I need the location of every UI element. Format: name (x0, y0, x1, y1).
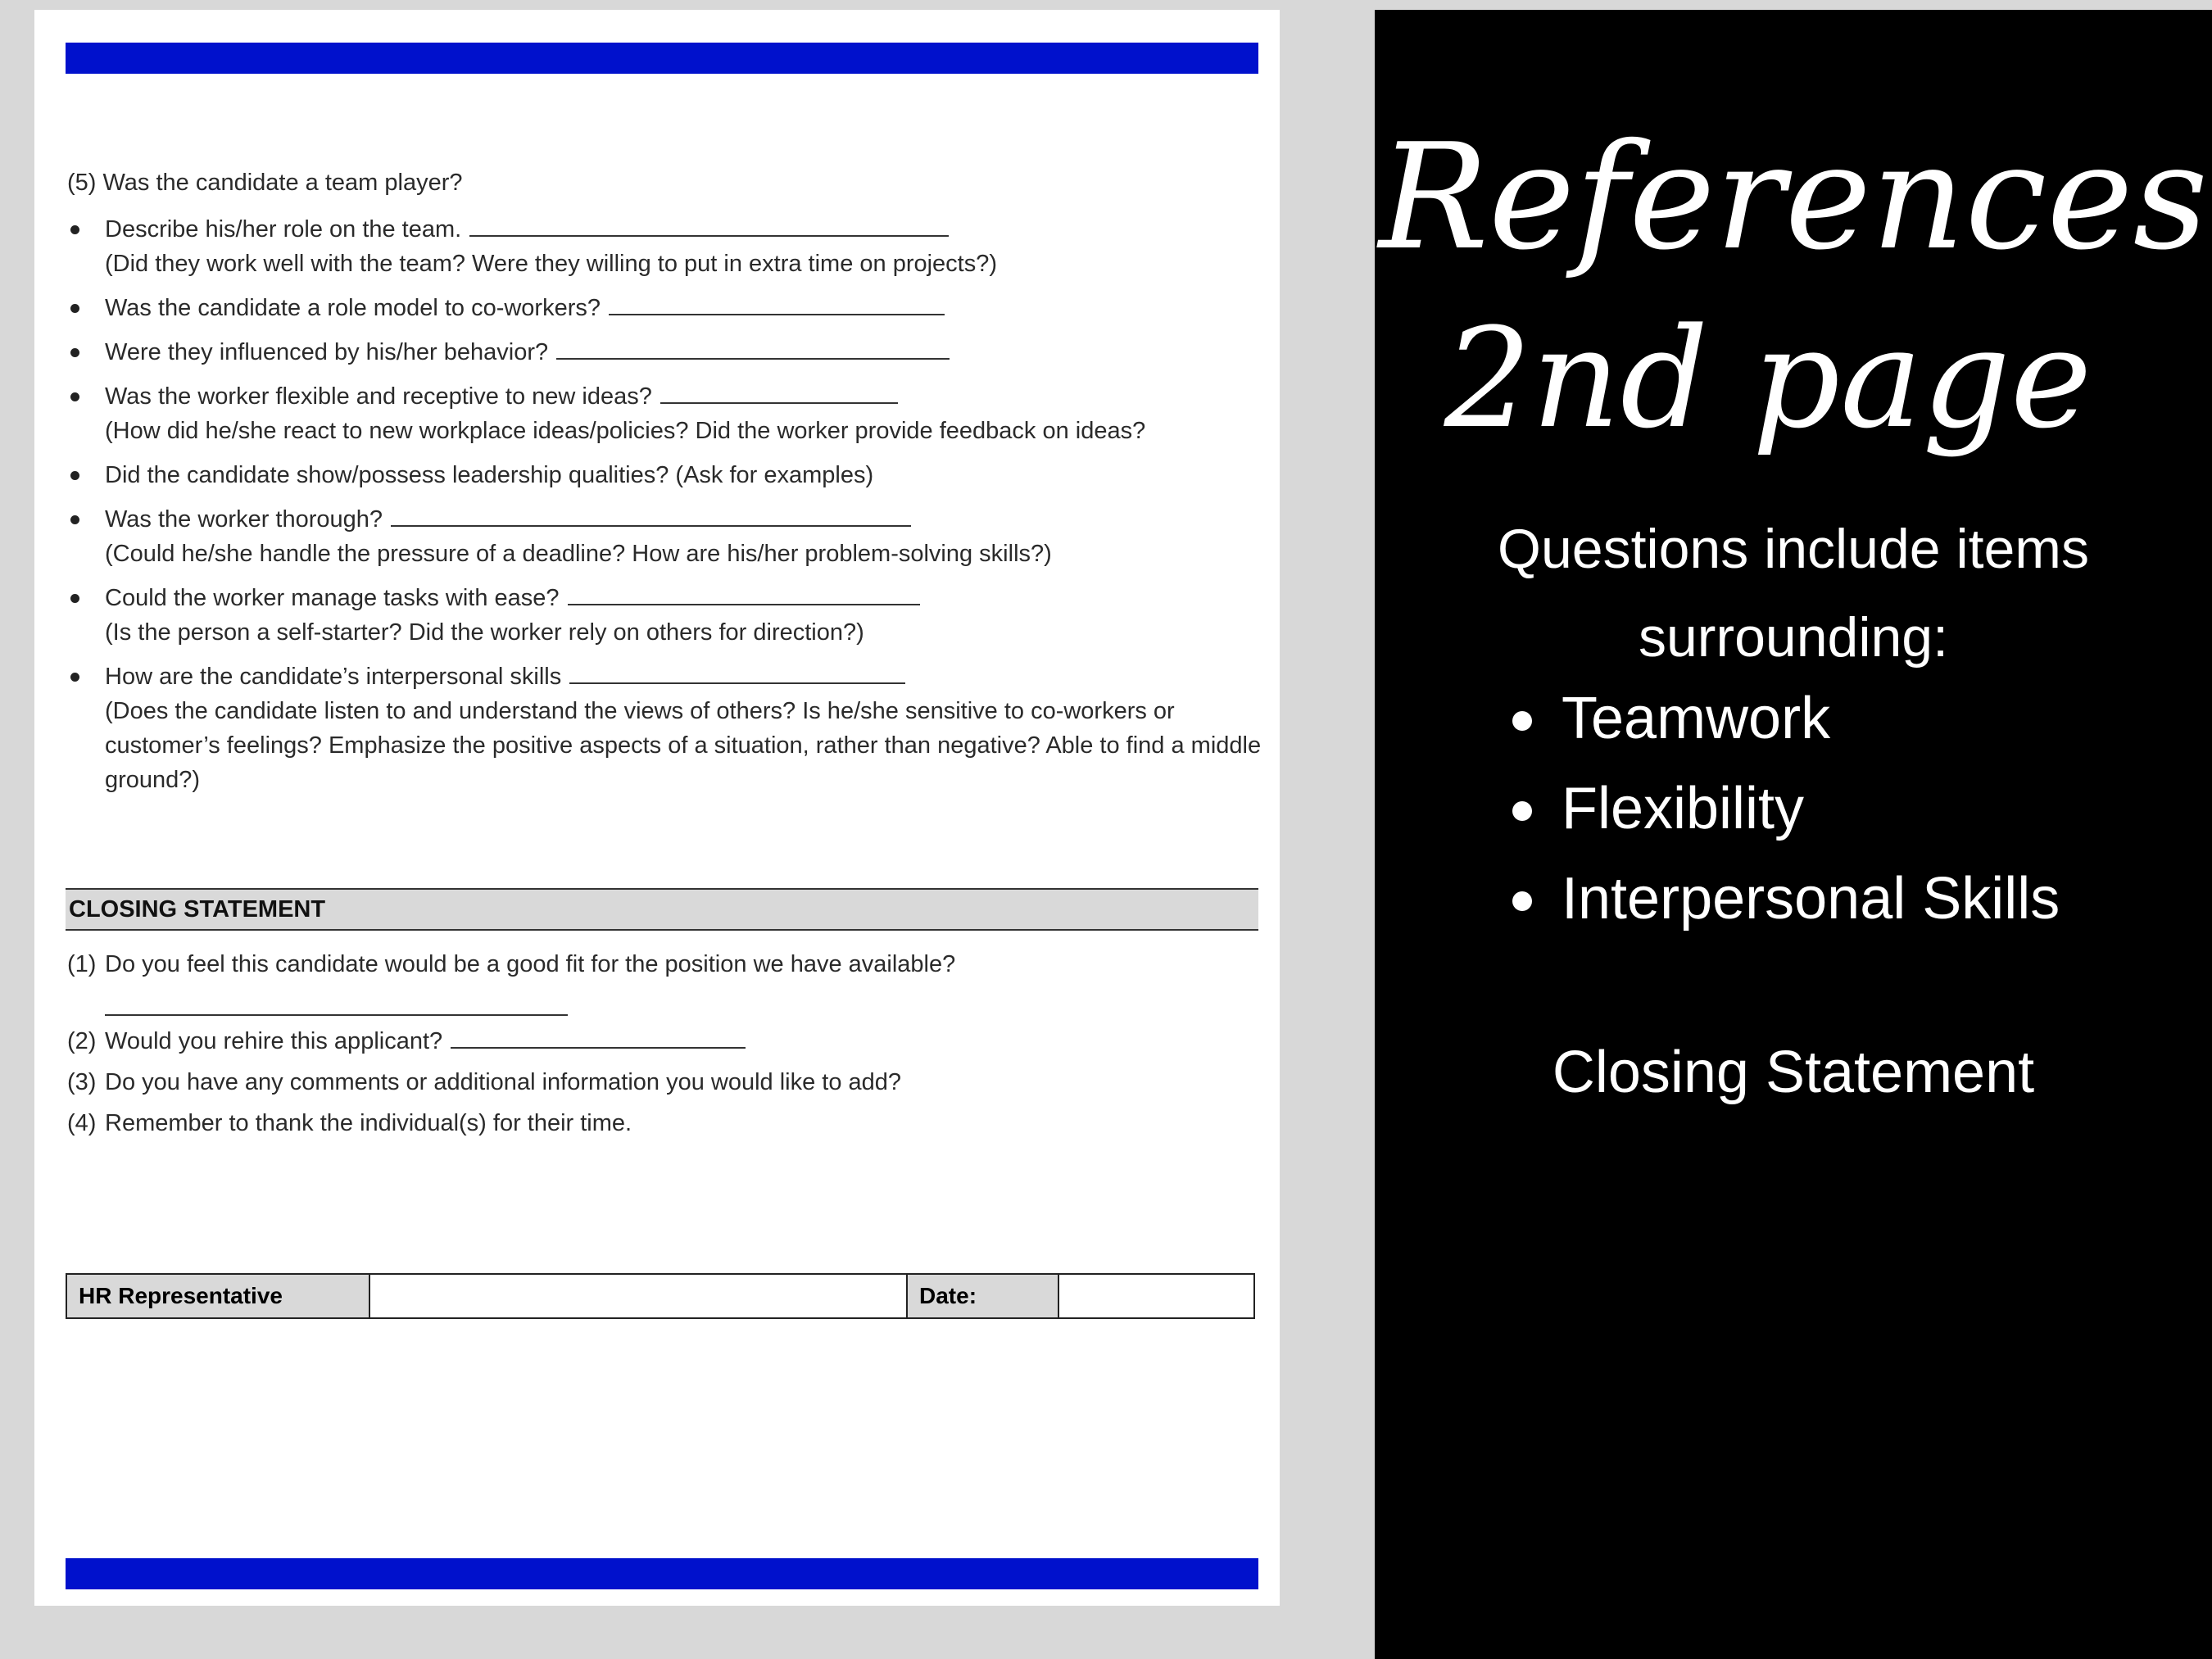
info-line-1: Questions include items (1498, 518, 2089, 580)
question-item (67, 335, 1263, 369)
closing-item-number: (1) (67, 951, 97, 977)
info-text (1375, 505, 2212, 682)
top-accent-band (66, 43, 1258, 74)
answer-line[interactable] (556, 337, 950, 360)
answer-line[interactable] (451, 1026, 746, 1049)
question-text: Was the worker flexible and receptive to new ideas? (105, 383, 652, 410)
answer-line[interactable] (391, 504, 911, 527)
feature-item: Flexibility (1512, 764, 2060, 854)
title-line-1: References (1378, 112, 2209, 282)
document-page (34, 10, 1280, 1606)
closing-item-number: (2) (67, 1028, 97, 1054)
closing-item-number: (3) (67, 1069, 97, 1095)
closing-item (67, 947, 1263, 981)
question-text: Was the candidate a role model to co-workers? (105, 295, 601, 321)
bottom-accent-band (66, 1558, 1258, 1589)
closing-item (67, 1065, 1263, 1099)
question-text: Describe his/her role on the team. (105, 216, 462, 243)
info-panel (1375, 10, 2212, 1659)
question-item (67, 660, 1263, 797)
closing-item-text: Do you have any comments or additional information you would like to add? (105, 1069, 902, 1095)
question-text: Could the worker manage tasks with ease? (105, 585, 560, 611)
info-line-2: surrounding: (1638, 606, 1949, 669)
question-subtext: (Is the person a self-starter? Did the worker rely on others for direction?) (105, 619, 864, 646)
answer-line[interactable] (660, 381, 898, 404)
hr-representative-label: HR Representative (66, 1274, 369, 1318)
question-text: How are the candidate’s interpersonal skills (105, 664, 562, 690)
date-field[interactable] (1058, 1274, 1254, 1318)
closing-item-number: (4) (67, 1110, 97, 1136)
closing-statement-label: Closing Statement (1552, 1040, 2035, 1105)
title-line-2: 2nd page (1444, 298, 2092, 459)
closing-item-text: Do you feel this candidate would be a good fit for the position we have available? (105, 951, 956, 977)
question-item (67, 581, 1263, 650)
hr-representative-field[interactable] (369, 1274, 907, 1318)
question-text: Was the worker thorough? (105, 506, 383, 533)
closing-item (67, 1024, 1263, 1058)
closing-statement-header (66, 888, 1258, 931)
question-subtext: (Does the candidate listen to and understand the views of others? Is he/she sensitive to co-workers or customer’s feelings? Emphasize the positive aspects of a situation, rather than negative? Able to find a middle ground?) (105, 698, 1262, 793)
question-item (67, 458, 1263, 492)
answer-line[interactable] (469, 214, 949, 237)
closing-list (67, 947, 1263, 1147)
feature-list (1512, 673, 2060, 944)
question-text: Were they influenced by his/her behavior? (105, 339, 549, 365)
closing-statement-title: CLOSING STATEMENT (69, 896, 326, 922)
closing-item (67, 1106, 1263, 1140)
question-subtext: (How did he/she react to new workplace ideas/policies? Did the worker provide feedback on ideas? (105, 418, 1146, 444)
question-item (67, 291, 1263, 325)
question-item (67, 379, 1263, 448)
question-subtext: (Did they work well with the team? Were they willing to put in extra time on projects?) (105, 251, 998, 277)
feature-item: Teamwork (1512, 673, 2060, 764)
closing-item-text: Would you rehire this applicant? (105, 1028, 443, 1054)
question-heading: (5) Was the candidate a team player? (67, 170, 463, 196)
answer-line[interactable] (105, 988, 568, 1016)
answer-line[interactable] (569, 661, 905, 684)
answer-line[interactable] (568, 582, 920, 605)
question-list (67, 212, 1263, 807)
question-item (67, 502, 1263, 571)
question-subtext: (Could he/she handle the pressure of a deadline? How are his/her problem-solving skills?) (105, 541, 1052, 567)
answer-line[interactable] (609, 292, 945, 315)
closing-item-text: Remember to thank the individual(s) for their time. (105, 1110, 632, 1136)
question-item (67, 212, 1263, 281)
feature-item: Interpersonal Skills (1512, 854, 2060, 944)
signature-table (66, 1273, 1255, 1319)
question-text: Did the candidate show/possess leadership qualities? (Ask for examples) (105, 462, 874, 488)
script-title (1375, 43, 2212, 501)
date-label: Date: (907, 1274, 1058, 1318)
